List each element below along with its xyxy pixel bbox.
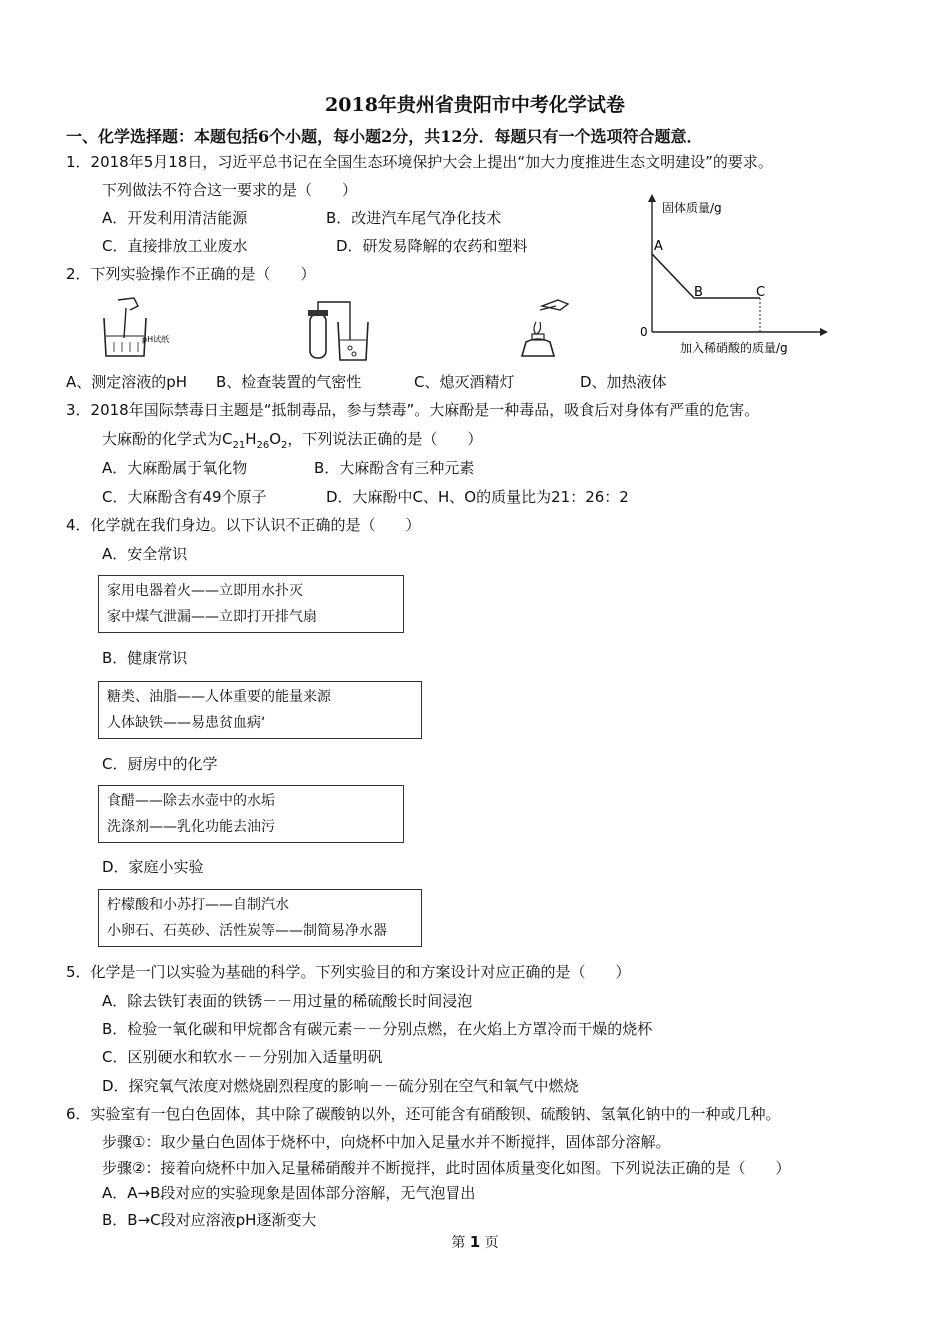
airtightness-illustration — [300, 300, 376, 366]
q1-stem: 1．2018年5月18日，习近平总书记在全国生态环境保护大会上提出“加大力度推进生态文明建设”的要求。 — [66, 153, 773, 171]
q3-sub-o: 2 — [281, 440, 288, 451]
q5-option-a: A．除去铁钉表面的铁锈－－用过量的稀硫酸长时间浸泡 — [102, 992, 473, 1010]
graph-point-b: B — [694, 285, 703, 300]
q6-step-1: 步骤①：取少量白色固体于烧杯中，向烧杯中加入足量水并不断搅拌，固体部分溶解。 — [102, 1133, 671, 1151]
q4-box-d-line2: 小卵石、石英砂、活性炭等——制简易净水器 — [107, 923, 387, 939]
q4-box-c-line2: 洗涤剂——乳化功能去油污 — [107, 819, 275, 835]
q3-stem: 3．2018年国际禁毒日主题是“抵制毒品，参与禁毒”。大麻酚是一种毒品，吸食后对身体有严重的危害。 — [66, 401, 760, 419]
q4-box-d-line1: 柠檬酸和小苏打——自制汽水 — [107, 897, 289, 913]
graph-y-label: 固体质量/g — [662, 201, 722, 215]
page-title: 2018年贵州省贵阳市中考化学试卷 — [325, 94, 625, 116]
q1-option-d: D．研发易降解的农药和塑料 — [336, 237, 528, 255]
q4-box-b-line2: 人体缺铁——易患贫血病‘ — [107, 715, 266, 731]
q6-option-a: A．A→B段对应的实验现象是固体部分溶解，无气泡冒出 — [102, 1184, 476, 1202]
q4-box-a — [98, 575, 404, 633]
graph-point-c: C — [756, 285, 766, 300]
q3-formula-text: 大麻酚的化学式为C — [102, 430, 233, 448]
q3-sub-c: 21 — [232, 440, 246, 451]
q4-box-a-line1: 家用电器着火——立即用水扑灭 — [107, 583, 303, 599]
q5-option-c: C．区别硬水和软水－－分别加入适量明矾 — [102, 1048, 383, 1066]
q2-stem: 2．下列实验操作不正确的是（ ） — [66, 265, 316, 283]
ph-paper-label: pH试纸 — [142, 335, 170, 344]
q3-formula-tail: ，下列说法正确的是（ ） — [287, 430, 483, 448]
q3-option-c: C．大麻酚含有49个原子 — [102, 488, 267, 506]
q2-option-c: C、熄灭酒精灯 — [414, 373, 515, 391]
q2-option-d: D、加热液体 — [580, 373, 667, 391]
q6-option-b: B．B→C段对应溶液pH逐渐变大 — [102, 1211, 317, 1229]
q4-box-c — [98, 785, 404, 843]
q3-option-b: B．大麻酚含有三种元素 — [314, 459, 475, 477]
q1-stem-2: 下列做法不符合这一要求的是（ ） — [102, 181, 358, 199]
q5-option-d: D．探究氧气浓度对燃烧剧烈程度的影响－－硫分别在空气和氧气中燃烧 — [102, 1077, 579, 1095]
q3-formula-o: O — [269, 430, 282, 448]
q4-stem: 4．化学就在我们身边。以下认识不正确的是（ ） — [66, 516, 421, 534]
ph-test-illustration — [98, 296, 190, 362]
q3-option-d: D．大麻酚中C、H、O的质量比为21：26：2 — [326, 488, 629, 506]
section-heading: 一、化学选择题：本题包括6个小题，每小题2分，共12分．每题只有一个选项符合题意． — [66, 127, 703, 146]
q4-box-b — [98, 681, 422, 739]
graph-point-a: A — [654, 239, 663, 254]
q3-sub-h: 26 — [256, 440, 270, 451]
q1-option-b: B．改进汽车尾气净化技术 — [326, 209, 502, 227]
q2-option-b: B、检查装置的气密性 — [216, 373, 362, 391]
q4-box-b-line1: 糖类、油脂——人体重要的能量来源 — [107, 689, 331, 705]
alcohol-lamp-illustration — [512, 296, 576, 364]
graph-x-label: 加入稀硝酸的质量/g — [680, 341, 788, 355]
graph-origin: 0 — [640, 325, 648, 339]
q4-box-c-line1: 食醋——除去水壶中的水垢 — [107, 793, 275, 809]
q4-option-d: D．家庭小实验 — [102, 858, 204, 876]
q4-box-a-line2: 家中煤气泄漏——立即打开排气扇 — [107, 609, 317, 625]
page-number-suffix: 页 — [484, 1235, 499, 1251]
q2-option-a: A、测定溶液的pH — [66, 373, 188, 391]
q3-formula-line — [102, 429, 482, 456]
q6-step-2: 步骤②：接着向烧杯中加入足量稀硝酸并不断搅拌，此时固体质量变化如图。下列说法正确的是（ ） — [102, 1159, 791, 1177]
q5-option-b: B．检验一氧化碳和甲烷都含有碳元素－－分别点燃，在火焰上方罩冷而干燥的烧杯 — [102, 1020, 653, 1038]
q3-formula-h: H — [245, 430, 257, 448]
q3-option-a: A．大麻酚属于氧化物 — [102, 459, 248, 477]
q1-option-a: A．开发利用清洁能源 — [102, 209, 248, 227]
q5-stem: 5．化学是一门以实验为基础的科学。下列实验目的和方案设计对应正确的是（ ） — [66, 963, 631, 981]
page-number-value: 1 — [469, 1233, 481, 1251]
q4-option-a: A．安全常识 — [102, 545, 188, 563]
q6-stem: 6．实验室有一包白色固体，其中除了碳酸钠以外，还可能含有硝酸钡、硫酸钠、氢氧化钠中的一种或几种。 — [66, 1105, 781, 1123]
q4-box-d — [98, 889, 422, 947]
page-number — [0, 1232, 950, 1252]
q4-option-c: C．厨房中的化学 — [102, 755, 218, 773]
solid-mass-graph — [632, 190, 832, 362]
q4-option-b: B．健康常识 — [102, 649, 188, 667]
q1-option-c: C．直接排放工业废水 — [102, 237, 248, 255]
page-number-prefix: 第 — [451, 1235, 466, 1251]
